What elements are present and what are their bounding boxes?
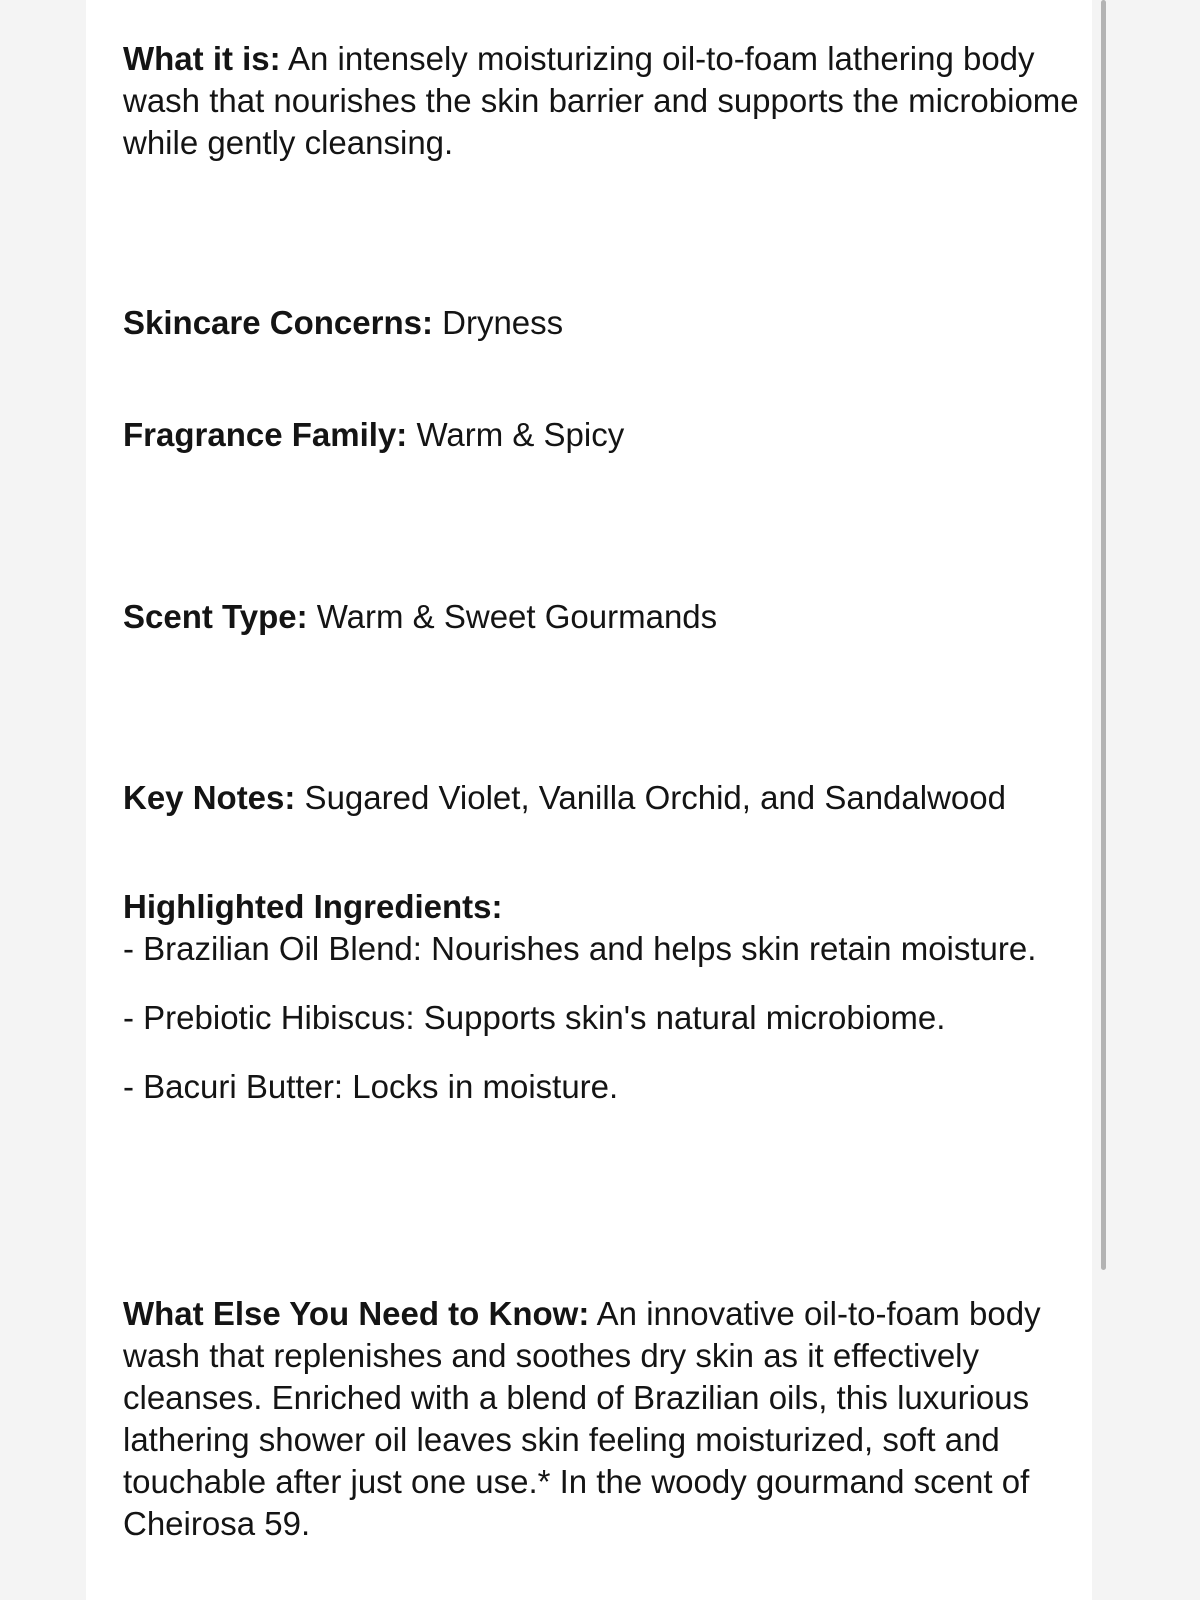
what-else-section (123, 1293, 1083, 1545)
scent-type-text: Warm & Sweet Gourmands (307, 598, 718, 635)
key-notes-label: Key Notes: (123, 779, 296, 816)
skincare-concerns-section (123, 302, 1083, 344)
highlighted-ingredients-label: Highlighted Ingredients: (123, 888, 503, 925)
what-it-is-section (123, 38, 1083, 164)
what-it-is-text: An intensely moisturizing oil-to-foam lathering body wash that nourishes the skin barrier and supports the microbiome while gently cleansing. (123, 40, 1079, 161)
skincare-concerns-text: Dryness (432, 304, 564, 341)
fragrance-family-section (123, 414, 1083, 456)
scent-type-label: Scent Type: (123, 598, 308, 635)
highlighted-ingredients-section (123, 886, 1083, 1108)
vertical-scrollbar[interactable] (1101, 0, 1106, 1270)
ingredient-item: - Brazilian Oil Blend: Nourishes and helps skin retain moisture. (123, 930, 1037, 967)
skincare-concerns-label: Skincare Concerns: (123, 304, 433, 341)
what-else-label: What Else You Need to Know: (123, 1295, 590, 1332)
what-else-text: An innovative oil-to-foam body wash that replenishes and soothes dry skin as it effectively cleanses. Enriched with a blend of Brazilian oils, this luxurious lathering shower oil leaves skin feeling moisturized, soft and touchable after just one use.* In the woody gourmand scent of Cheirosa 59. (123, 1295, 1041, 1542)
fragrance-family-label: Fragrance Family: (123, 416, 408, 453)
key-notes-section (123, 777, 1083, 819)
scent-type-section (123, 596, 1083, 638)
key-notes-text: Sugared Violet, Vanilla Orchid, and Sandalwood (295, 779, 1006, 816)
what-it-is-label: What it is: (123, 40, 281, 77)
ingredient-item: - Bacuri Butter: Locks in moisture. (123, 1068, 619, 1105)
fragrance-family-text: Warm & Spicy (407, 416, 625, 453)
ingredient-item: - Prebiotic Hibiscus: Supports skin's natural microbiome. (123, 999, 946, 1036)
